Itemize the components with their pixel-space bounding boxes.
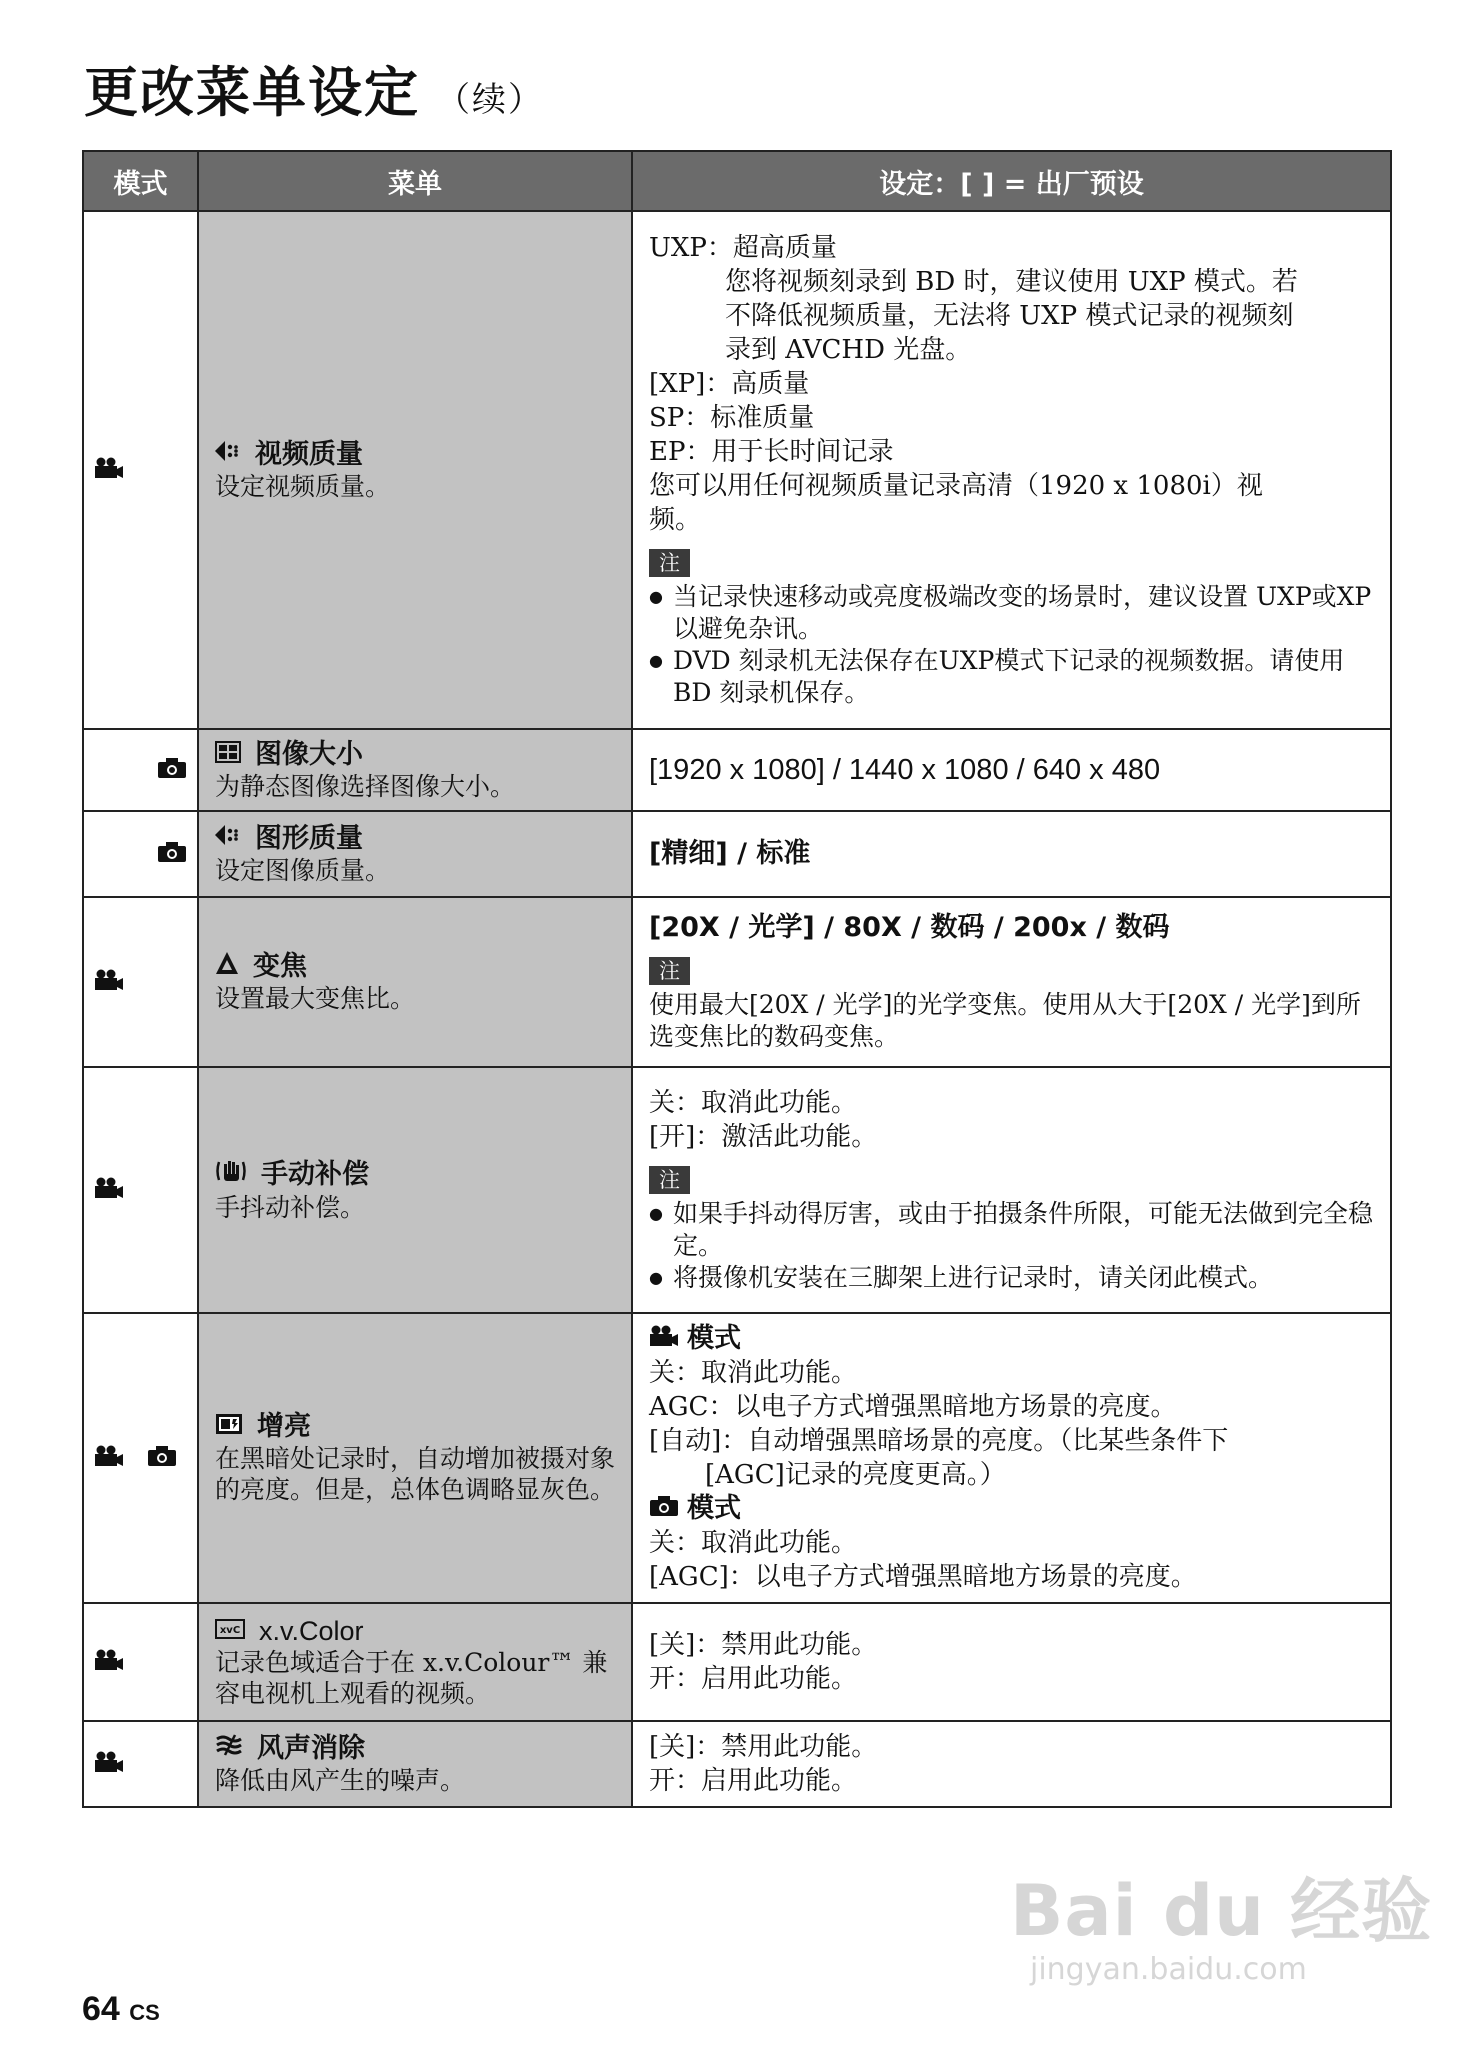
menu-cell: [198, 1313, 632, 1603]
header-mode: 模式: [83, 151, 198, 211]
setting-line: EP：用于长时间记录: [649, 437, 894, 467]
mode-cell: [83, 811, 198, 897]
video-camera-icon: [94, 1177, 124, 1203]
table-row: [83, 1067, 1391, 1313]
title-suffix: （续）: [436, 80, 544, 120]
menu-desc: 设置最大变焦比。: [215, 983, 416, 1013]
setting-line: 开：启用此功能。: [649, 1766, 858, 1796]
setting-line: AGC：以电子方式增强黑暗地方场景的亮度。: [649, 1392, 1177, 1422]
setting-line: 您可以用任何视频质量记录高清（1920 x 1080i）视: [649, 471, 1263, 501]
menu-desc: 设定图像质量。: [215, 855, 391, 885]
setting-line: [精细] / 标准: [649, 838, 811, 869]
setting-line: 关：取消此功能。: [649, 1088, 858, 1118]
setting-cell: [632, 1313, 1391, 1603]
table-row: [83, 211, 1391, 729]
setting-line: 录到 AVCHD 光盘。: [725, 335, 972, 365]
table-row: [83, 1313, 1391, 1603]
menu-name: 图像大小: [215, 739, 615, 771]
setting-line: [开]：激活此功能。: [649, 1122, 878, 1152]
svg-text:xvC: xvC: [219, 1625, 241, 1636]
video-camera-icon: [94, 457, 124, 483]
note-bullet: ● DVD 刻录机无法保存在UXP模式下记录的视频数据。请使用 BD 刻录机保存。: [649, 645, 1374, 709]
mode-cell: [83, 211, 198, 729]
table-row: [83, 729, 1391, 811]
table-row: [83, 811, 1391, 897]
setting-line: 关：取消此功能。: [649, 1528, 858, 1558]
menu-desc: 为静态图像选择图像大小。: [215, 771, 516, 801]
menu-name: 视频质量: [215, 439, 615, 471]
setting-line: [1920 x 1080] / 1440 x 1080 / 640 x 480: [649, 754, 1161, 786]
setting-cell: [632, 211, 1391, 729]
mode-cell: [83, 897, 198, 1067]
mode-cell: [83, 729, 198, 811]
table-header-row: [83, 151, 1391, 211]
video-camera-icon: [94, 969, 124, 995]
video-mode-heading: 模式: [649, 1322, 1374, 1356]
menu-desc: 在黑暗处记录时，自动增加被摄对象的亮度。但是，总体色调略显灰色。: [215, 1444, 616, 1504]
setting-line: 您将视频刻录到 BD 时，建议使用 UXP 模式。若: [725, 267, 1298, 297]
setting-line: [XP]：高质量: [649, 369, 810, 399]
video-camera-icon: [94, 1751, 124, 1777]
menu-cell: [198, 211, 632, 729]
setting-line: [关]：禁用此功能。: [649, 1630, 878, 1660]
note-bullet: ● 将摄像机安装在三脚架上进行记录时，请关闭此模式。: [649, 1262, 1374, 1294]
setting-line: [AGC]记录的亮度更高。）: [705, 1460, 1006, 1490]
video-camera-icon: [649, 1322, 679, 1356]
setting-cell: [632, 1721, 1391, 1807]
header-setting: 设定：[ ] = 出厂预设: [632, 151, 1391, 211]
still-mode-heading: 模式: [649, 1492, 1374, 1526]
setting-line: [自动]：自动增强黑暗场景的亮度。（比某些条件下: [649, 1426, 1229, 1456]
note-label: 注: [649, 957, 690, 985]
menu-desc: 手抖动补偿。: [215, 1192, 366, 1222]
setting-cell: [632, 1067, 1391, 1313]
menu-name: 风声消除: [215, 1733, 615, 1765]
setting-line: 不降低视频质量，无法将 UXP 模式记录的视频刻: [725, 301, 1294, 331]
gain-up-icon: [215, 1411, 243, 1443]
menu-name: 图形质量: [215, 823, 615, 855]
setting-line: [20X / 光学] / 80X / 数码 / 200x / 数码: [649, 912, 1170, 943]
table-row: [83, 1721, 1391, 1807]
video-quality-icon: [215, 439, 241, 471]
still-camera-icon: [157, 757, 187, 783]
video-camera-icon: [94, 1649, 124, 1675]
setting-cell: [632, 897, 1391, 1067]
mode-cell: [83, 1603, 198, 1721]
note-text: 使用最大[20X / 光学]的光学变焦。使用从大于[20X / 光学]到所选变焦比的数码变焦。: [649, 990, 1361, 1051]
menu-cell: [198, 1721, 632, 1807]
setting-cell: [632, 729, 1391, 811]
menu-cell: [198, 1603, 632, 1721]
setting-line: 关：取消此功能。: [649, 1358, 858, 1388]
wind-cut-icon: [215, 1733, 243, 1765]
mode-cell: [83, 1313, 198, 1603]
page-number: 64 CS: [82, 1990, 160, 2028]
baidu-watermark: Bai du 经验 jingyan.baidu.com: [1010, 1870, 1433, 1987]
page-title: 更改菜单设定 （续）: [84, 61, 544, 124]
menu-name: 变焦: [215, 951, 615, 983]
setting-line: [AGC]：以电子方式增强黑暗地方场景的亮度。: [649, 1562, 1197, 1592]
note-label: 注: [649, 549, 690, 577]
image-size-icon: [215, 739, 241, 771]
table-row: [83, 1603, 1391, 1721]
video-camera-icon: [94, 1445, 124, 1471]
setting-line: [关]：禁用此功能。: [649, 1732, 878, 1762]
menu-desc: 记录色域适合于在 x.v.Colour™ 兼容电视机上观看的视频。: [215, 1648, 608, 1708]
menu-desc: 设定视频质量。: [215, 471, 391, 501]
mode-cell: [83, 1067, 198, 1313]
menu-cell: [198, 811, 632, 897]
menu-cell: [198, 1067, 632, 1313]
setting-cell: [632, 1603, 1391, 1721]
table-row: [83, 897, 1391, 1067]
menu-desc: 降低由风产生的噪声。: [215, 1765, 466, 1795]
menu-cell: [198, 897, 632, 1067]
note-label: 注: [649, 1166, 690, 1194]
note-bullet: ● 如果手抖动得厉害，或由于拍摄条件所限，可能无法做到完全稳定。: [649, 1198, 1374, 1262]
still-camera-icon: [649, 1492, 679, 1526]
setting-line: UXP：超高质量: [649, 233, 837, 263]
image-stabilizer-icon: [215, 1158, 247, 1192]
menu-name: 手动补偿: [215, 1158, 615, 1192]
setting-cell: [632, 811, 1391, 897]
menu-cell: [198, 729, 632, 811]
setting-line: 开：启用此功能。: [649, 1664, 858, 1694]
image-quality-icon: [215, 823, 241, 855]
zoom-icon: [215, 951, 239, 983]
note-bullet: ● 当记录快速移动或亮度极端改变的场景时，建议设置 UXP或XP以避免杂讯。: [649, 581, 1374, 645]
xvcolor-icon: [215, 1615, 245, 1647]
menu-name: xvC x.v.Color: [215, 1615, 615, 1647]
header-menu: 菜单: [198, 151, 632, 211]
still-camera-icon: [157, 841, 187, 867]
still-camera-icon: [147, 1445, 177, 1471]
menu-settings-table: [82, 150, 1392, 1808]
setting-line: 频。: [649, 505, 702, 535]
menu-name: 增亮: [215, 1411, 615, 1443]
setting-line: SP：标准质量: [649, 403, 815, 433]
mode-cell: [83, 1721, 198, 1807]
